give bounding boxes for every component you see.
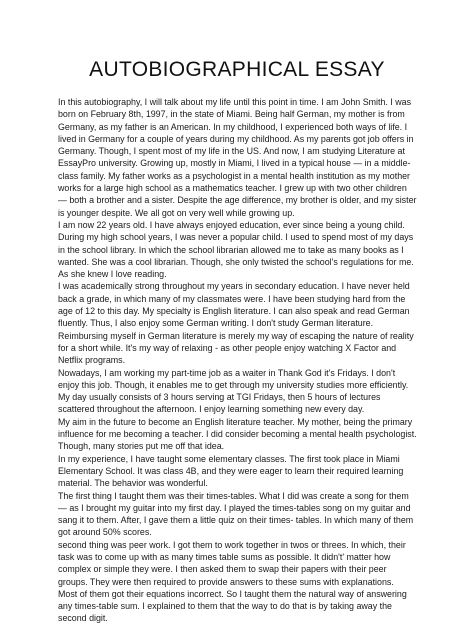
essay-title: AUTOBIOGRAPHICAL ESSAY (89, 58, 385, 81)
paragraph-times-tables: The first thing I taught them was their times-tables. What I did was create a song for them — as I brought my guitar into my first day. I played the times-tables song on my guitar and sang it to them. After, I gave them a little quiz on their times- tables. In which many of them got around 50% scores. (58, 490, 414, 538)
paragraph-intro: In this autobiography, I will talk about my life until this point in time. I am John Smith. I was born on February 8th, 1997, in the state of Miami. Being half German, my mother is from Germany, as my father is an American. In my childhood, I experienced both ways of life. I lived in Germany for a couple of years during my childhood. As my parents got job offers in Germany. Though, I spent most of my life in the US. And now, I am studying Literature at EssayPro university. Growing up, mostly in Miami, I lived in a typical house — in a middle-class family. My father works as a psychologist in a mental health institution as my mother works for a large high school as a mathematics teacher. I grew up with two other children — both a brother and a sister. Despite the age difference, my brother is older, and my sister is younger despite. We all got on very well while growing up. (58, 97, 417, 218)
paragraph-peer-work: second thing was peer work. I got them to work together in twos or threes. In which, their task was to come up with as many times table sums as possible. It didn't' matter how complex or simple they were. I then asked them to swap their papers with their peer groups. They were then required to provide answers to these sums with explanations. (58, 539, 406, 587)
paragraph-aim: My aim in the future to become an English literature teacher. My mother, being the primary influence for me becoming a teacher. I did consider becoming a mental health psychologist. Though, many stories put me off that idea. (58, 416, 417, 452)
paragraph-job: Nowadays, I am working my part-time job as a waiter in Thank God it's Fridays. I don't enjoy this job. Though, it enables me to get through my university studies more efficiently. My day usually consists of 3 hours serving at TGI Fridays, then 5 hours of lectures scattered throughout the afternoon. I enjoy learning something new every day. (58, 367, 409, 415)
paragraph-equations: Most of them got their equations incorrect. So I taught them the natural way of answering any times-table sum. I explained to them that the way to do that is by taking away the second digit. (58, 588, 407, 624)
essay-body (58, 96, 418, 625)
paragraph-school-years: I am now 22 years old. I have always enjoyed education, ever since being a young child. During my high school years, I was never a popular child. I used to spend most of my days in the school library. In which the school librarian allowed me to take as many books as I wanted. She was a cool librarian. Though, she only twisted the school's regulations for me. As she knew I love reading. (58, 219, 414, 280)
paragraph-academics: I was academically strong throughout my years in secondary education. I have never held back a grade, in which many of my classmates were. I have been studying hard from the age of 12 to this day. My specialty is English literature. I can also speak and read German fluently. Thus, I also enjoy some German writing. I don't study German literature. Reimbursing myself in German literature is merely my way of escaping the nature of reality for a short while. It's my way of relaxing - as other people enjoy watching X Factor and Netflix programs. (58, 281, 414, 366)
paragraph-experience: In my experience, I have taught some elementary classes. The first took place in Miami Elementary School. It was class 4B, and they were eager to learn their required learning material. The behavior was wonderful. (58, 453, 404, 489)
